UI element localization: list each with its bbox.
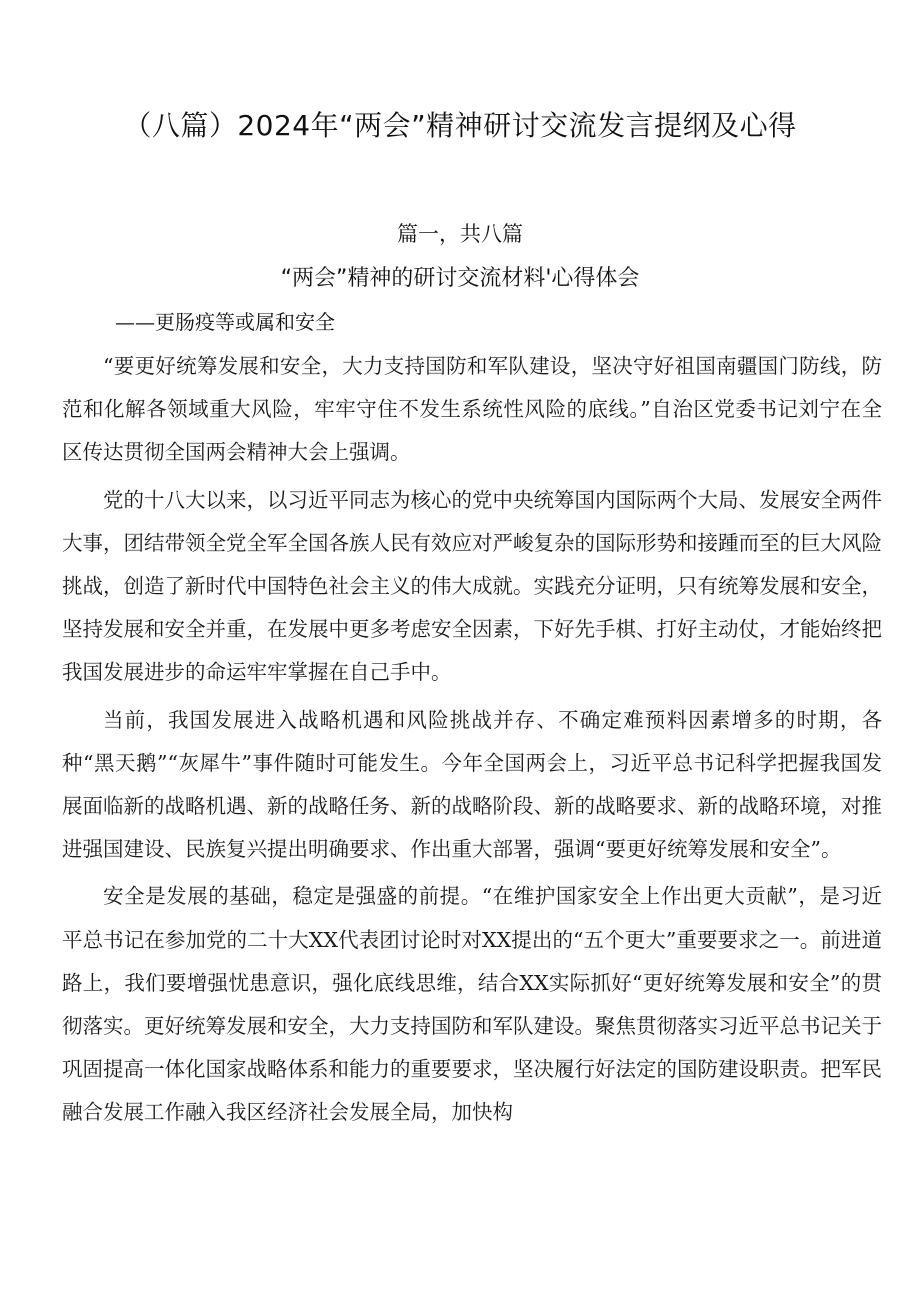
document-title: （八篇）2024年“两会”精神研讨交流发言提纲及心得	[123, 109, 797, 142]
section-heading: “两会”精神的研讨交流材料'心得体会	[280, 266, 640, 291]
paragraph: “要更好统筹发展和安全，大力支持国防和军队建设，坚决守好祖国南疆国门防线，防范和化解各领域重大风险，牢牢守住不发生系统性风险的底线。”自治区党委书记刘宁在全区传达贯彻全国两会精神大会上强调。	[62, 354, 882, 465]
paragraph: 当前，我国发展进入战略机遇和风险挑战并存、不确定难预料因素增多的时期，各种“黑天鹅”“灰犀牛”事件随时可能发生。今年全国两会上，习近平总书记科学把握我国发展面临新的战略机遇、新的战略任务、新的战略阶段、新的战略要求、新的战略环境，对推进强国建设、民族复兴提出明确要求、作出重大部署，强调“要更好统筹发展和安全”。	[62, 707, 882, 862]
section-subtitle: ——更肠疫等或属和安全	[115, 310, 335, 334]
paragraph: 党的十八大以来，以习近平同志为核心的党中央统筹国内国际两个大局、发展安全两件大事，团结带领全党全军全国各族人民有效应对严峻复杂的国际形势和接踵而至的巨大风险挑战，创造了新时代中国特色社会主义的伟大成就。实践充分证明，只有统筹发展和安全，坚持发展和安全并重，在发展中更多考虑安全因素，下好先手棋、打好主动仗，才能始终把我国发展进步的命运牢牢掌握在自己手中。	[62, 487, 882, 685]
paragraph: 安全是发展的基础，稳定是强盛的前提。“在维护国家安全上作出更大贡献”，是习近平总书记在参加党的二十大XX代表团讨论时对XX提出的“五个更大”重要要求之一。前进道路上，我们要增强忧患意识，强化底线思维，结合XX实际抓好“更好统筹发展和安全”的贯彻落实。更好统筹发展和安全，大力支持国防和军队建设。聚焦贯彻落实习近平总书记关于巩固提高一体化国家战略体系和能力的重要要求，坚决履行好法定的国防建设职责。把军民融合发展工作融入我区经济社会发展全局，加快构	[62, 884, 882, 1125]
document-body	[62, 345, 882, 1135]
section-label: 篇一，共八篇	[397, 222, 523, 246]
